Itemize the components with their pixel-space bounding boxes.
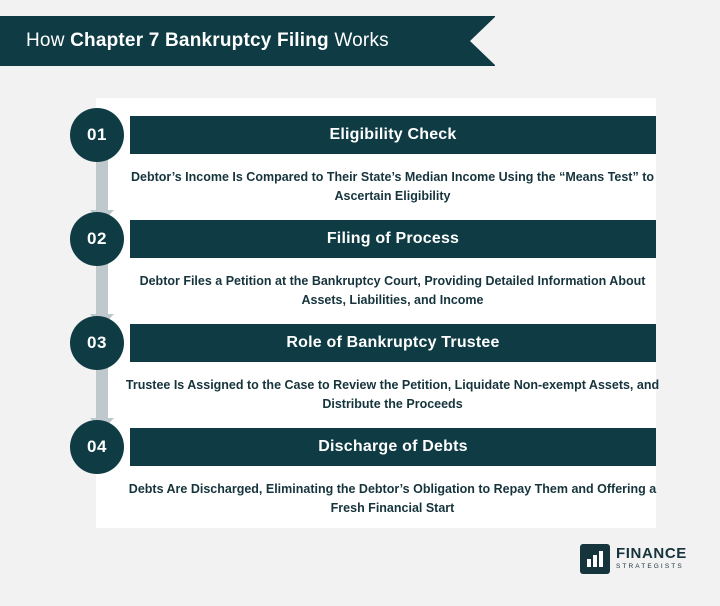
step-2-number: 02 bbox=[87, 229, 107, 248]
header-banner bbox=[0, 16, 495, 66]
step-1-description: Debtor’s Income Is Compared to Their State’s Median Income Using the “Means Test” to Ascertain Eligibility bbox=[130, 170, 654, 203]
page-title-suffix: Works bbox=[328, 30, 389, 51]
step-1-title: Eligibility Check bbox=[329, 126, 457, 143]
brand-subname: STRATEGISTS bbox=[616, 563, 684, 570]
bar-chart-icon bbox=[580, 544, 610, 574]
step-3-number: 03 bbox=[87, 333, 107, 352]
step-2-number-badge bbox=[70, 212, 124, 266]
step-4-number: 04 bbox=[87, 437, 107, 456]
page-title bbox=[26, 30, 389, 52]
step-1-number-badge bbox=[70, 108, 124, 162]
brand-name: FINANCE bbox=[616, 545, 687, 562]
step-3-title: Role of Bankruptcy Trustee bbox=[286, 334, 500, 351]
page-title-prefix: How bbox=[26, 30, 71, 51]
step-4-title-bar bbox=[130, 428, 656, 466]
bar-chart-icon-bar-3 bbox=[599, 551, 603, 567]
page-title-strong: Chapter 7 Bankruptcy Filing bbox=[70, 30, 329, 51]
step-3-number-badge bbox=[70, 316, 124, 370]
brand-logo bbox=[580, 542, 692, 576]
step-2-title-bar bbox=[130, 220, 656, 258]
bar-chart-icon-bar-1 bbox=[587, 559, 591, 567]
bar-chart-icon-bar-2 bbox=[593, 555, 597, 567]
step-2-title: Filing of Process bbox=[326, 230, 460, 247]
step-3-title-bar bbox=[130, 324, 656, 362]
step-4-title: Discharge of Debts bbox=[318, 438, 468, 455]
step-4-description: Debts Are Discharged, Eliminating the Debtor’s Obligation to Repay Them and Offering a Fresh Financial Start bbox=[128, 482, 657, 515]
step-1-number: 01 bbox=[87, 125, 107, 144]
brand-logo-text bbox=[616, 546, 687, 572]
step-2-description: Debtor Files a Petition at the Bankruptcy Court, Providing Detailed Information About Assets, Liabilities, and Income bbox=[139, 274, 646, 307]
step-3-description: Trustee Is Assigned to the Case to Review the Petition, Liquidate Non-exempt Assets, and Distribute the Proceeds bbox=[125, 378, 660, 411]
step-1-title-bar bbox=[130, 116, 656, 154]
step-4-number-badge bbox=[70, 420, 124, 474]
